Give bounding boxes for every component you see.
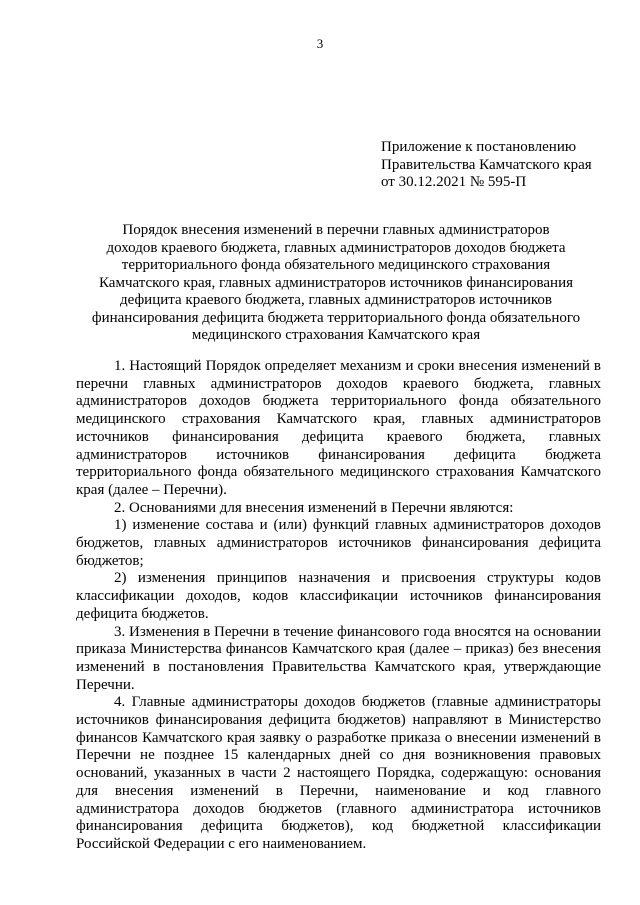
appendix-line: от 30.12.2021 № 595-П — [381, 174, 527, 190]
appendix-block — [381, 139, 631, 192]
paragraph-4: 4. Главные администраторы доходов бюджетов (главные администраторы источников финансирования дефицита бюджетов) направляют в Министерство финансов Камчатского края заявку о разработке приказа о внесении изменений в Перечни не позднее 15 календарных дней со дня возникновения правовых оснований, указанных в части 2 настоящего Порядка, содержащую: основания для внесения изменений в Перечни, наименование и код главного администратора доходов бюджетов (главного администратора источников финансирования дефицита бюджетов), код бюджетной классификации Российской Федерации с его наименованием. — [76, 694, 601, 852]
document-body — [76, 358, 601, 854]
title-line: финансирования дефицита бюджета территориального фонда обязательного — [91, 309, 581, 326]
title-line: территориального фонда обязательного медицинского страхования — [121, 257, 551, 273]
paragraph-3: 3. Изменения в Перечни в течение финансового года вносятся на основании приказа Министерства финансов Камчатского края (далее – приказ) без внесения изменений в постановления Правительства Камчатского края, утверждающие Перечни. — [76, 623, 601, 693]
title-line: медицинского страхования Камчатского края — [191, 327, 481, 343]
paragraph-2: 2. Основаниями для внесения изменений в Перечни являются: — [114, 499, 514, 516]
paragraph-1: 1. Настоящий Порядок определяет механизм и сроки внесения изменений в перечни главных администраторов доходов краевого бюджета, главных администраторов доходов бюджета территориального фонда обязательного медицинского страхования Камчатского края, главных администраторов источников финансирования дефицита краевого бюджета, главных администраторов источников финансирования дефицита бюджета территориального фонда обязательного медицинского страхования Камчатского края (далее – Перечни). — [76, 358, 601, 498]
title-line: доходов краевого бюджета, главных администраторов доходов бюджета — [106, 239, 566, 256]
paragraph-2-item-2: 2) изменения принципов назначения и присвоения структуры кодов классификации доходов, кодов классификации источников финансирования дефицита бюджетов. — [76, 570, 601, 622]
title-line: Порядок внесения изменений в перечни главных администраторов — [122, 222, 550, 238]
title-line: Камчатского края, главных администраторов источников финансирования — [98, 274, 573, 291]
appendix-line: Правительства Камчатского края — [381, 156, 592, 173]
appendix-line: Приложение к постановлению — [381, 139, 577, 155]
paragraph-2-item-1: 1) изменение состава и (или) функций главных администраторов доходов бюджетов, главных администраторов источников финансирования дефицита бюджетов; — [76, 517, 601, 569]
title-line: дефицита краевого бюджета, главных администраторов источников — [119, 292, 552, 308]
document-title — [70, 222, 602, 345]
page-number: 3 — [316, 36, 324, 51]
